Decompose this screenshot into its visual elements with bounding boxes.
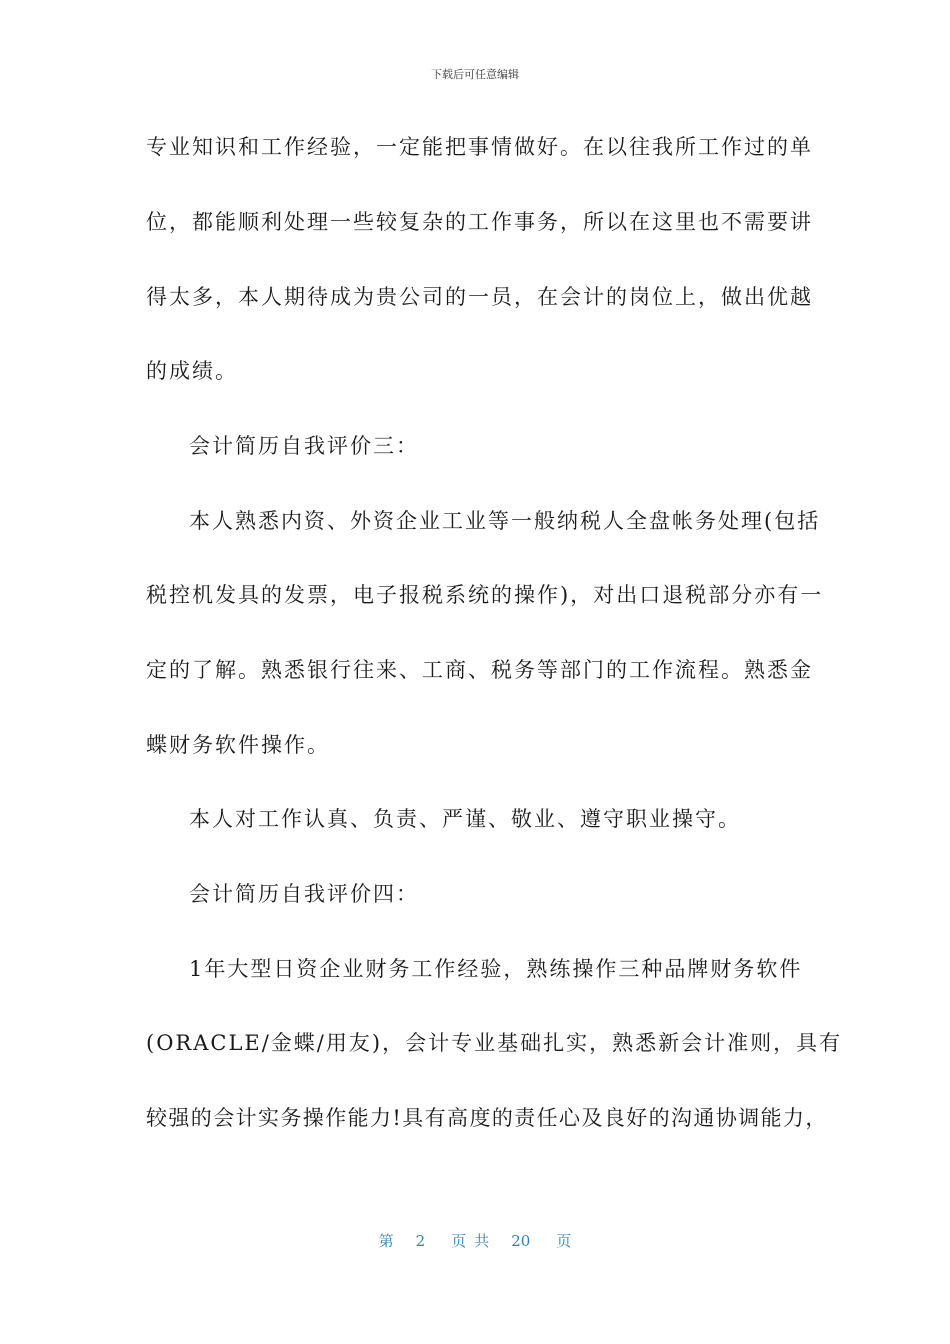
paragraph-line: 税控机发具的发票，电子报税系统的操作)，对出口退税部分亦有一 — [146, 583, 824, 607]
paragraph-line: (ORACLE/金蝶/用友)，会计专业基础扎实，熟悉新会计准则，具有 — [146, 1031, 843, 1055]
paragraph-line: 较强的会计实务操作能力!具有高度的责任心及良好的沟通协调能力， — [146, 1106, 828, 1130]
footer-mid: 页共 — [451, 1232, 498, 1250]
footer-suffix: 页 — [556, 1232, 572, 1250]
paragraph-line: 的成绩。 — [146, 359, 238, 383]
footer-prefix: 第 — [378, 1232, 394, 1250]
paragraph-line: 得太多，本人期待成为贵公司的一员，在会计的岗位上，做出优越 — [146, 285, 813, 309]
paragraph-line: 专业知识和工作经验，一定能把事情做好。在以往我所工作过的单 — [146, 135, 813, 159]
paragraph-line: 本人熟悉内资、外资企业工业等一般纳税人全盘帐务处理(包括 — [189, 509, 821, 533]
paragraph-line: 本人对工作认真、负责、严谨、敬业、遵守职业操守。 — [189, 807, 741, 831]
footer-page-number: 2 — [415, 1232, 426, 1250]
section-heading: 会计简历自我评价四： — [189, 882, 419, 906]
page-footer — [0, 1230, 950, 1251]
header-note: 下载后可任意编辑 — [431, 68, 519, 81]
paragraph-line: 蝶财务软件操作。 — [146, 733, 330, 757]
paragraph-line: 位，都能顺利处理一些较复杂的工作事务，所以在这里也不需要讲 — [146, 210, 813, 234]
paragraph-line: 1年大型日资企业财务工作经验，熟练操作三种品牌财务软件 — [189, 957, 803, 981]
paragraph-line: 定的了解。熟悉银行往来、工商、税务等部门的工作流程。熟悉金 — [146, 658, 813, 682]
footer-total-pages: 20 — [511, 1232, 531, 1250]
section-heading: 会计简历自我评价三： — [189, 434, 419, 458]
